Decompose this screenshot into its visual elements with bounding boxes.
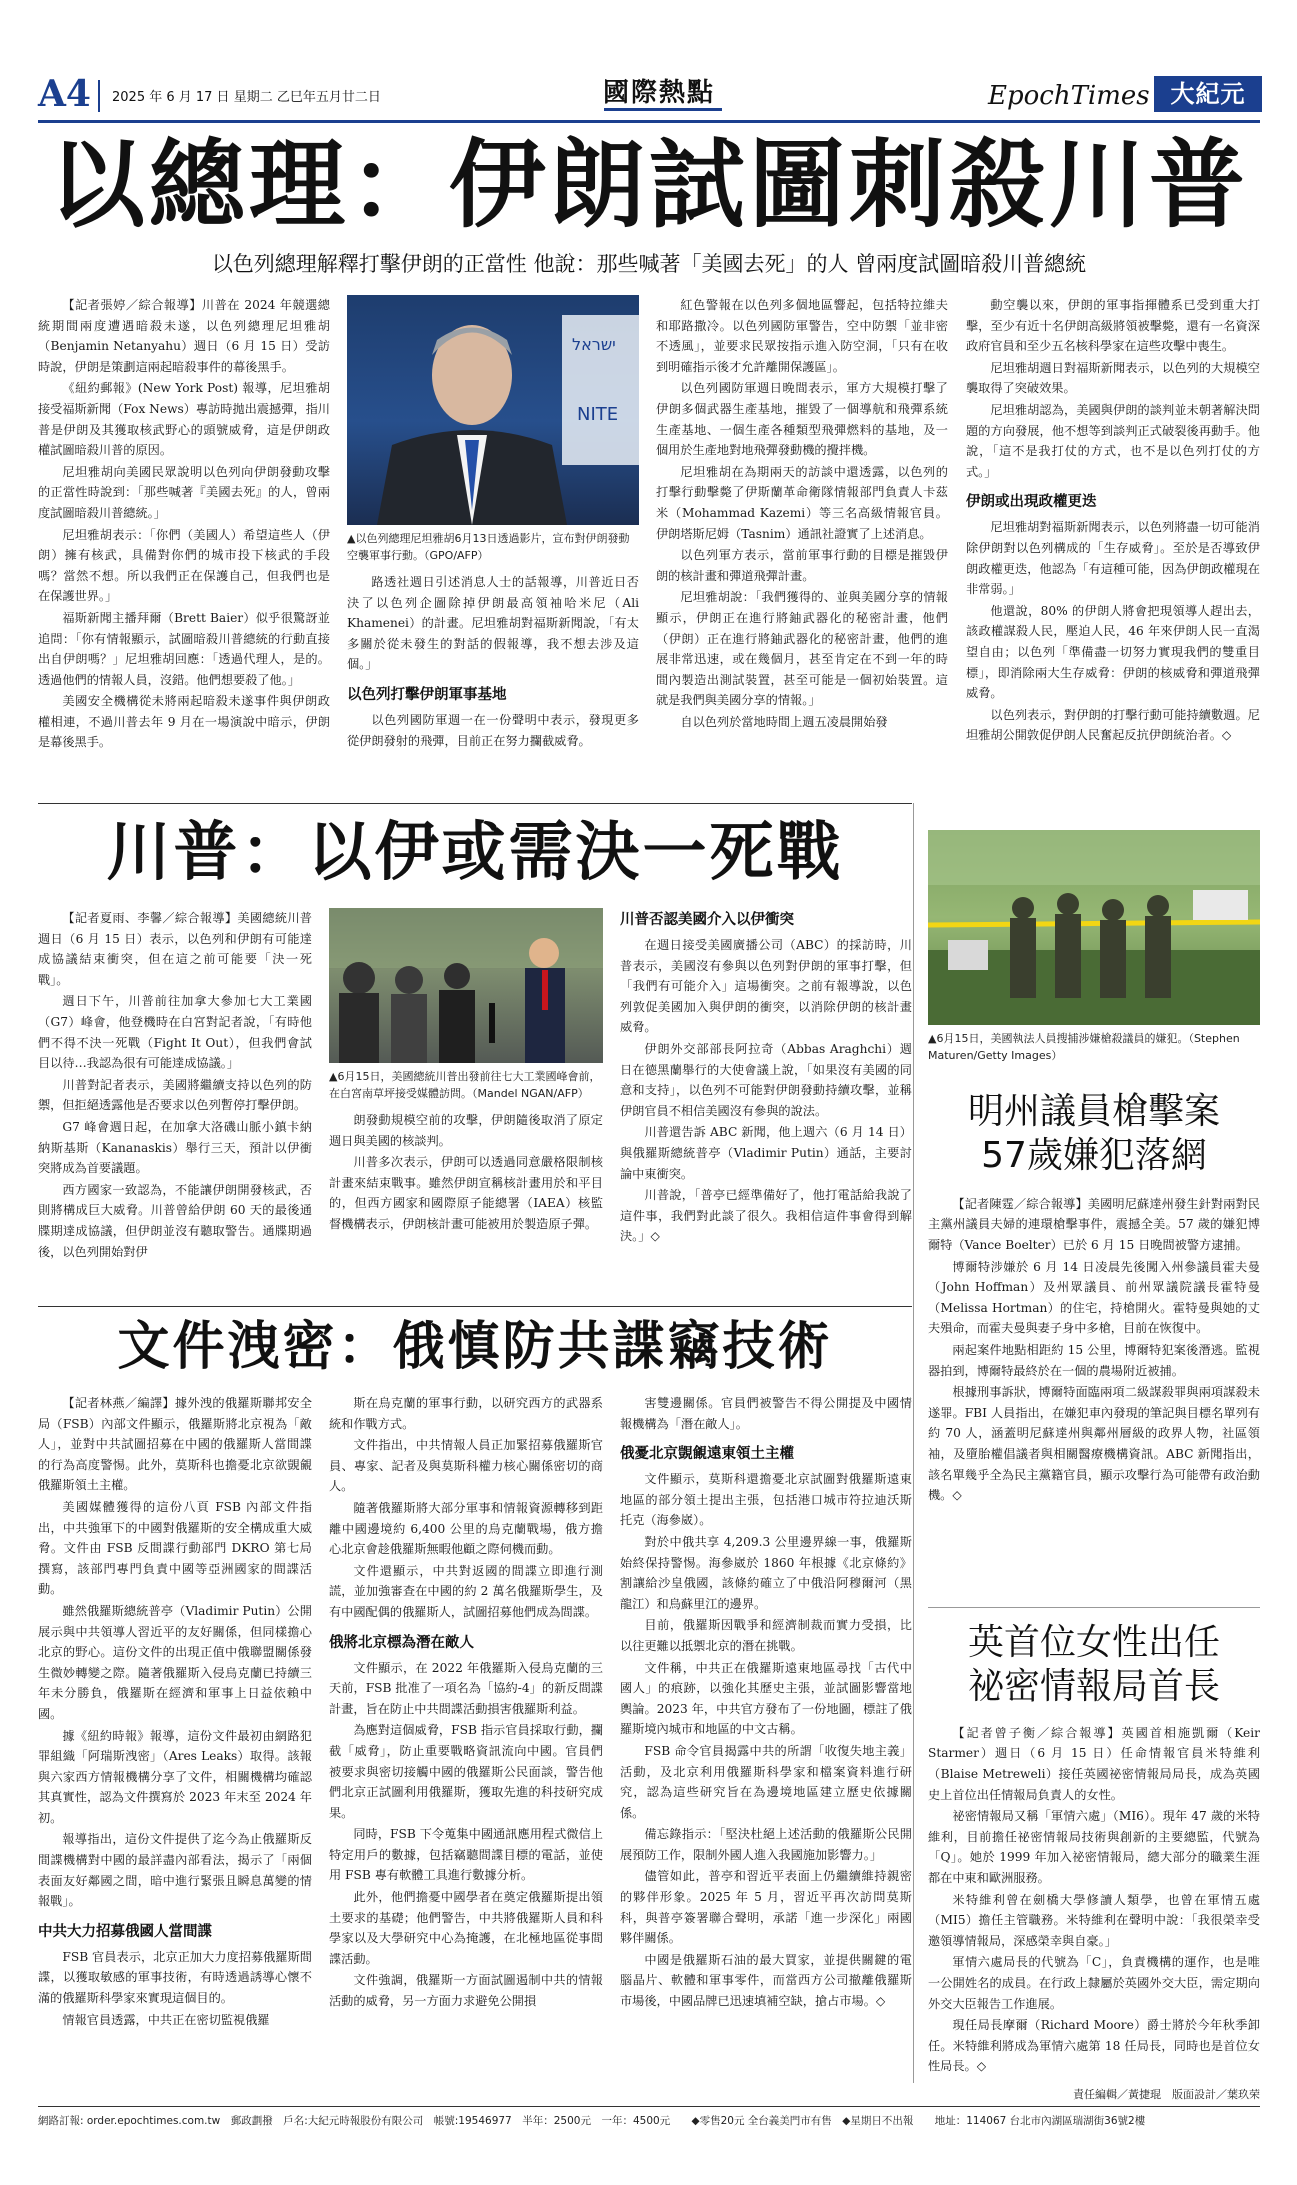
page-divider (98, 80, 100, 112)
story4-paragraph: 斯在烏克蘭的軍事行動，以研究西方的武器系統和作戰方式。 (329, 1396, 603, 1431)
story4-body (38, 1393, 912, 2083)
brand-logo: 大紀元 (1154, 76, 1262, 112)
story1-paragraph: 自以色列於當地時間上週五凌晨開始發 (680, 714, 888, 729)
story1-paragraph: 美國安全機構從未將兩起暗殺未遂事件與伊朗政權相連，不過川普去年 9 月在一場演說中暗示，伊朗是幕後黑手。 (38, 694, 330, 750)
story2-body (38, 908, 912, 1306)
story3-paragraph: 博爾特涉嫌於 6 月 14 日凌晨先後闖入州參議員霍夫曼（John Hoffman）及州眾議員、前州眾議院議長霍特曼（Melissa Hortman）的住宅，持槍開火。霍特曼與她的丈夫殞命，而霍夫曼與妻子身中多槍，目前在恢復中。 (928, 1259, 1260, 1336)
story1-paragraph: 紅色警報在以色列多個地區響起，包括特拉維夫和耶路撒冷。以色列國防軍警告，空中防禦「並非密不透風」，並要求民眾按指示進入防空洞，「只有在收到明確指示後才允許離開保護區」。 (656, 298, 948, 374)
story1-paragraph: 【記者張婷／綜合報導】川普在 2024 年競選總統期間兩度遭遇暗殺未遂，以色列總理尼坦雅胡（Benjamin Netanyahu）週日（6 月 15 日）受訪時說，伊朗是策劃這兩起暗殺事件的幕後黑手。 (38, 298, 330, 374)
minnesota-photo (928, 830, 1260, 1025)
story1-subhead-regime: 伊朗或出現政權更迭 (966, 494, 1097, 511)
story1-col2 (347, 295, 639, 800)
lead-subheadline: 以色列總理解釋打擊伊朗的正當性 他說：那些喊著「美國去死」的人 曾兩度試圖暗殺川普總統 (211, 252, 1087, 276)
story2-paragraph: 在週日接受美國廣播公司（ABC）的採訪時，川普表示，美國沒有參與以色列對伊朗的軍事打擊，但「我們有可能介入」這場衝突。之前有報導說，以色列敦促美國加入與伊朗的衝突，以消除伊朗的核計畫威脅。 (620, 938, 912, 1035)
story2-paragraph: 西方國家一致認為，不能讓伊朗開發核武，否則將構成巨大威脅。川普曾給伊朗 60 天的最後通牒期達成協議，但伊朗並沒有聽取警告。通牒期過後，以色列開始對伊 (38, 1182, 312, 1259)
story2-paragraph: 朗發動規模空前的攻擊，伊朗隨後取消了原定週日與美國的核談判。 (329, 1113, 603, 1148)
story4-paragraph: 目前，俄羅斯因戰爭和經濟制裁而實力受損，比以往更難以抵禦北京的潛在挑戰。 (620, 1618, 912, 1653)
story4-headline: 文件洩密：俄慎防共諜竊技術 (117, 1317, 833, 1377)
section-title: 國際熱點 (603, 78, 716, 108)
story3-paragraph: 根據刑事訴狀，博爾特面臨兩項二級謀殺罪與兩項謀殺未遂罪。FBI 人員指出，在嫌犯車內發現的筆記與目標名單列有約 70 人，涵蓋明尼蘇達州與鄰州層級的政界人物，社區領袖，及墮胎權倡議者與相關醫療機構資訊。ABC 新聞指出，該名單幾乎全為民主黨籍官員，顯示攻擊行為可能帶有政治動機。◇ (928, 1385, 1260, 1503)
lead-headline: 以總理：伊朗試圖刺殺川普 (49, 129, 1249, 241)
section-underline (604, 108, 722, 111)
story5-headline: 英首位女性出任 祕密情報局首長 (967, 1622, 1220, 1707)
story1-col3 (656, 295, 948, 800)
story2-paragraph: 川普多次表示，伊朗可以透過同意嚴格限制核計畫來結束戰事。雖然伊朗宣稱核計畫用於和平目的，但西方國家和國際原子能總署（IAEA）核監督機構表示，伊朗核計畫可能被用於製造原子彈。 (329, 1155, 603, 1231)
story4-paragraph: 為應對這個威脅，FSB 指示官員採取行動，攔截「威脅」，防止重要戰略資訊流向中國。官員們被要求與密切接觸中國的俄羅斯公民面談，警告他們北京正試圖利用俄羅斯，獲取先進的科技研究成果。 (329, 1723, 603, 1820)
story4-paragraph: 儘管如此，普亭和習近平表面上仍繼續維持親密的夥伴形象。2025 年 5 月，習近平再次訪問莫斯科，與普亭簽署聯合聲明，承諾「進一步深化」兩國夥伴關係。 (620, 1869, 912, 1946)
story1-paragraph: 尼坦雅胡表示：「你們（美國人）希望這些人（伊朗）擁有核武，具備對你們的城市投下核武的手段嗎？當然不想。所以我們正在保護自己，但我們也是在保護世界。」 (38, 527, 330, 604)
divider-right (928, 1607, 1260, 1608)
issue-date: 2025 年 6 月 17 日 星期二 乙巳年五月廿二日 (112, 90, 381, 105)
story4-subhead-territory: 俄憂北京覬覦遠東領土主權 (620, 1446, 794, 1463)
story4-subhead-recruit: 中共大力招募俄國人當間諜 (38, 1923, 212, 1940)
footer-retail: ◆零售20元 全台義美門市有售 ◆星期日不出報 (691, 2115, 914, 2127)
story4-paragraph: FSB 命令官員揭露中共的所謂「收復失地主義」活動，及北京利用俄羅斯科學家和檔案資料進行研究，認為這些研究旨在為邊境地區建立歷史依據關係。 (620, 1743, 912, 1820)
story4-paragraph: 文件強調，俄羅斯一方面試圖遏制中共的情報活動的威脅，另一方面力求避免公開損 (329, 1973, 603, 2009)
story1-paragraph: 路透社週日引述消息人士的話報導，川普近日否決了以色列企圖除掉伊朗最高領袖哈米尼（Ali Khamenei）的計畫。尼坦雅胡對福斯新聞說，「有太多關於從未發生的對話的假報導，我不想去涉及這個。」 (347, 575, 639, 672)
story5-paragraph: 米特維利曾在劍橋大學修讀人類學，也曾在軍情五處（MI5）擔任主管職務。米特維利在聲明中說：「我很榮幸受邀領導情報局，深感榮幸與自豪。」 (928, 1892, 1260, 1948)
page-number: A4 (38, 73, 91, 115)
vertical-divider-right (913, 803, 914, 2083)
story2-paragraph: 川普還告訴 ABC 新聞，他上週六（6 月 14 日）與俄羅斯總統普亭（Vladimir Putin）通話，主要討論中東衝突。 (620, 1125, 912, 1181)
story1-paragraph: 尼坦雅胡週日對福斯新聞表示，以色列的大規模空襲取得了突破效果。 (966, 360, 1260, 396)
netanyahu-figure-icon (347, 295, 639, 525)
story4-paragraph: 文件指出，中共情報人員正加緊招募俄羅斯官員、專家、記者及與莫斯科權力核心關係密切的商人。 (329, 1438, 603, 1494)
story1-paragraph: 以色列國防軍週日晚間表示，軍方大規模打擊了伊朗多個武器生產基地，摧毀了一個導航和飛彈系統生產基地、一個生產各種類型飛彈燃料的基地，及一個用於生產地對地飛彈發動機的攪拌機。 (656, 381, 948, 458)
footer (38, 2110, 1260, 2132)
netanyahu-photo (347, 295, 639, 525)
story1-col1 (38, 295, 330, 800)
masthead-rule (38, 120, 1260, 123)
story5-paragraph: 軍情六處局長的代號為「C」，負責機構的運作，也是唯一公開姓名的成員。在行政上隸屬於英國外交大臣，需定期向外交大臣報告工作進展。 (928, 1955, 1260, 2011)
story1-paragraph: 尼坦雅胡對福斯新聞表示，以色列將盡一切可能消除伊朗對以色列構成的「生存威脅」。至於是否導致伊朗政權更迭，他認為「有這種可能，因為伊朗政權現在非常弱。」 (966, 520, 1260, 597)
story4-paragraph: 文件稱，中共正在俄羅斯遠東地區尋找「古代中國人」的痕跡，以強化其歷史主張，並試圖影響當地輿論。2023 年，中共官方發布了一份地圖，標註了俄羅斯境內城市和地區的中文古稱。 (620, 1660, 912, 1737)
story5-paragraph: 祕密情報局又稱「軍情六處」（MI6）。現年 47 歲的米特維利，目前擔任祕密情報局技術與創新的主要總監，代號為「Q」。她於 1999 年加入祕密情報局，總大部分的職業生涯都在中東和歐洲服務。 (928, 1809, 1260, 1885)
story5 (928, 1615, 1260, 2085)
netanyahu-photo-caption: ▲以色列總理尼坦雅胡6月13日透過影片，宣布對伊朗發動空襲軍事行動。（GPO/AFP） (347, 532, 630, 562)
story4-paragraph: 【記者林燕／編譯】據外洩的俄羅斯聯邦安全局（FSB）內部文件顯示，俄羅斯將北京視為「敵人」，並對中共試圖招募在中國的俄羅斯人當間諜的行為高度警惕。此外，莫斯科也擔憂北京欲覬覦俄羅斯領土主權。 (38, 1396, 312, 1493)
story1-paragraph: 《紐約郵報》(New York Post) 報導，尼坦雅胡接受福斯新聞（Fox News）專訪時拋出震撼彈，指川普是伊朗及其獲取核武野心的頭號威脅，這是伊朗政權試圖暗殺川普的原因。 (38, 381, 330, 458)
story1-col4 (966, 295, 1260, 800)
story1-paragraph: 尼坦雅胡認為，美國與伊朗的談判並未朝著解決問題的方向發展，他不想等到談判正式破裂後再動手。他說，「這不是我打仗的方式，也不是以色列打仗的方式。」 (966, 402, 1260, 479)
svg-text:NITE: NITE (577, 404, 619, 425)
story4-paragraph: 據《紐約時報》報導，這份文件最初由網路犯罪組織「阿瑞斯洩密」（Ares Leaks）取得。該報與六家西方情報機構分享了文件，相關機構均確認其真實性，認為文件撰寫於 2023 年末至 2024 年初。 (38, 1728, 312, 1825)
story2-paragraph: 【記者夏雨、李馨／綜合報導】美國總統川普週日（6 月 15 日）表示，以色列和伊朗有可能達成協議結束衝突，但在這之前可能要「決一死戰」。 (38, 911, 312, 987)
story2-paragraph: 伊朗外交部部長阿拉奇（Abbas Araghchi）週日在德黑蘭舉行的大使會議上說，「如果沒有美國的同意和支持」，以色列不可能對伊朗發動持續攻擊，並稱伊朗官員不相信美國沒有參與的說法。 (620, 1041, 912, 1118)
brand-en: EpochTimes (988, 81, 1150, 111)
story2-paragraph: 川普說，「普亭已經準備好了，他打電話給我說了這件事，我們對此談了很久。我相信這件事會得到解決。」◇ (620, 1188, 912, 1244)
story2-paragraph: G7 峰會週日起，在加拿大洛磯山脈小鎮卡納納斯基斯（Kananaskis）舉行三天，預計以伊衝突將成為首要議題。 (38, 1119, 312, 1176)
story4-paragraph: 此外，他們擔憂中國學者在奠定俄羅斯提出領土要求的基礎；他們警告，中共將俄羅斯人員和科學家以及大學研究中心為掩護，在北極地區從事間諜活動。 (329, 1890, 603, 1966)
masthead (38, 72, 1260, 122)
trump-photo-caption: ▲6月15日，美國總統川普出發前往七大工業國峰會前，在白宮南草坪接受媒體訪問。（Mandel NGAN/AFP） (329, 1070, 601, 1100)
story1-paragraph: 尼坦雅胡說：「我們獲得的、並與美國分享的情報顯示，伊朗正在進行將鈾武器化的秘密計畫，他們（伊朗）正在進行將鈾武器化的秘密計畫，他們的進展非常迅速，或在幾個月，甚至肯定在不到一年的時間內製造出測試裝置，甚至可能是一個初始裝置。這就是我們與美國分享的情報。」 (656, 590, 948, 708)
story4-paragraph: 隨著俄羅斯將大部分軍事和情報資源轉移到距離中國邊境約 6,400 公里的烏克蘭戰場，俄方擔心北京會趁俄羅斯無暇他顧之際伺機而動。 (329, 1500, 603, 1557)
story4-subhead-enemy: 俄將北京標為潛在敵人 (329, 1634, 474, 1651)
story2-paragraph: 川普對記者表示，美國將繼續支持以色列的防禦，但拒絕透露他是否要求以色列暫停打擊伊朗。 (38, 1077, 312, 1113)
story4-col1 (38, 1393, 312, 2083)
story1-subhead-strike: 以色列打擊伊朗軍事基地 (347, 686, 507, 703)
divider-1 (38, 803, 912, 804)
story4-paragraph: 情報官員透露，中共正在密切監視俄羅 (62, 2012, 270, 2027)
story4-paragraph: 同時，FSB 下令蒐集中國通訊應用程式微信上特定用戶的數據，包括竊聽間諜目標的電話，並使用 FSB 專有軟體工具進行數據分析。 (329, 1827, 603, 1883)
story4-paragraph: 文件還顯示，中共對返國的間諜立即進行測謊，並加強審查在中國的約 2 萬名俄羅斯學生，及有中國配偶的俄羅斯人，試圖招募他們成為間諜。 (329, 1563, 603, 1619)
svg-text:ישראל: ישראל (572, 335, 616, 354)
story4-col2 (329, 1393, 603, 2083)
footer-address: 地址：114067 台北市內湖區瑞湖街36號2樓 (934, 2115, 1146, 2127)
police-officers-figure-icon (928, 830, 1260, 1025)
story1-paragraph: 尼坦雅胡在為期兩天的訪談中還透露，以色列的打擊行動擊斃了伊斯蘭革命衛隊情報部門負責人卡茲米（Mohammad Kazemi）等三名高級情報官員。伊朗塔斯尼姆（Tasnim）通訊社證實了上述消息。 (656, 464, 948, 541)
story2-subhead: 川普否認美國介入以伊衝突 (620, 912, 794, 928)
minnesota-photo-caption: ▲6月15日，美國執法人員搜捕涉嫌槍殺議員的嫌犯。（Stephen Maturen/Getty Images） (928, 1032, 1240, 1062)
story3 (928, 830, 1260, 1600)
story1-paragraph: 以色列軍方表示，當前軍事行動的目標是摧毀伊朗的核計畫和彈道飛彈計畫。 (656, 548, 948, 583)
story2-col2 (329, 908, 603, 1306)
story4-paragraph: 中國是俄羅斯石油的最大買家，並提供關鍵的電腦晶片、軟體和軍事零件，而當西方公司撤離俄羅斯市場後，中國品牌已迅速填補空缺，搶占市場。◇ (620, 1952, 912, 2009)
credits: 責任編輯／黃捷琨 版面設計／葉玖荣 (1073, 2088, 1260, 2101)
story4-paragraph: 文件顯示，莫斯科還擔憂北京試圖對俄羅斯遠東地區的部分領土提出主張，包括港口城市符拉迪沃斯托克（海參崴）。 (620, 1472, 912, 1528)
story4-paragraph: 備忘錄指示：「堅決杜絕上述活動的俄羅斯公民開展預防工作，限制外國人進入我國施加影響力。」 (620, 1827, 912, 1862)
story3-paragraph: 【記者陳霆／綜合報導】美國明尼蘇達州發生針對兩對民主黨州議員夫婦的連環槍擊事件，震撼全美。57 歲的嫌犯博爾特（Vance Boelter）已於 6 月 15 日晚間被警方逮捕。 (928, 1196, 1260, 1252)
story1-paragraph: 尼坦雅胡向美國民眾說明以色列向伊朗發動攻擊的正當性時說到：「那些喊著『美國去死』的人，曾兩度試圖暗殺川普總統。」 (38, 464, 330, 520)
footer-subscription: 網路訂報: order.epochtimes.com.tw 郵政劃撥 戶名:大紀元時報股份有限公司 帳號:19546977 半年：2500元 一年：4500元 (38, 2115, 671, 2127)
story5-paragraph: 現任局長摩爾（Richard Moore）爵士將於今年秋季卸任。米特維利將成為軍情六處第 18 任局長，同時也是首位女性局長。◇ (928, 2018, 1260, 2074)
story4-col3 (620, 1393, 912, 2083)
story4-paragraph: 報導指出，這份文件提供了迄今為止俄羅斯反間諜機構對中國的最詳盡內部看法，揭示了「兩個表面友好鄰國之間，暗中進行緊張且瞬息萬變的情報戰」。 (38, 1832, 312, 1909)
story5-paragraph: 【記者曾子衡／綜合報導】英國首相施凱爾（Keir Starmer）週日（6 月 15 日）任命情報官員米特維利（Blaise Metreweli）接任英國祕密情報局局長，成為英國史上首位出任情報局負責人的女性。 (928, 1725, 1260, 1802)
footer-rule (38, 2106, 1260, 2107)
story2-paragraph: 週日下午，川普前往加拿大參加七大工業國（G7）峰會，他登機時在白宮對記者說，「有時他們不得不決一死戰（Fight It Out），但我們會試目以待…我認為很有可能達成協議。」 (38, 994, 312, 1071)
story4-paragraph: 對於中俄共享 4,209.3 公里邊界線一事，俄羅斯始終保持警惕。海參崴於 1860 年根據《北京條約》割讓給沙皇俄國，該條約確立了中俄沿阿穆爾河（黑龍江）和烏蘇里江的邊界。 (620, 1534, 912, 1611)
story4-paragraph: 美國媒體獲得的這份八頁 FSB 內部文件指出，中共強軍下的中國對俄羅斯的安全構成重大威脅。文件由 FSB 反間諜行動部門 DKRO 第七局撰寫，該部門專門負責中國等亞洲國家的間諜活動。 (38, 1499, 312, 1597)
story1-paragraph: 動空襲以來，伊朗的軍事指揮體系已受到重大打擊，至少有近十名伊朗高級將領被擊斃，還有一名資深政府官員和至少五名核科學家在這些攻擊中喪生。 (966, 298, 1260, 354)
story1-paragraph: 以色列國防軍週一在一份聲明中表示，發現更多從伊朗發射的飛彈，目前正在努力攔截威脅。 (347, 712, 639, 748)
story4-paragraph: 雖然俄羅斯總統普亭（Vladimir Putin）公開展示與中共領導人習近平的友好關係，但同樣擔心北京的野心。這份文件的出現正值中俄聯盟關係發生微妙轉變之際。隨著俄羅斯入侵烏克蘭已持續三年未分勝負，俄羅斯在經濟和軍事上日益依賴中國。 (38, 1603, 312, 1721)
story4-paragraph: FSB 官員表示，北京正加大力度招募俄羅斯間諜，以獲取敏感的軍事技術，有時透過誘導心懷不滿的俄羅斯科學家來實現這個目的。 (38, 1949, 312, 2006)
story4-paragraph: 文件顯示，在 2022 年俄羅斯入侵烏克蘭的三天前，FSB 批准了一項名為「協約-4」的新反間諜計畫，旨在防止中共間諜活動損害俄羅斯利益。 (329, 1660, 603, 1716)
story3-headline: 明州議員槍擊案 57歲嫌犯落網 (967, 1091, 1220, 1176)
story1-body (38, 295, 1260, 800)
divider-2 (38, 1306, 912, 1307)
story2-col1 (38, 908, 312, 1306)
story4-paragraph: 害雙邊關係。官員們被警告不得公開提及中國情報機構為「潛在敵人」。 (620, 1396, 912, 1431)
trump-photo (329, 908, 603, 1063)
story1-paragraph: 他還說，80% 的伊朗人將會把現領導人趕出去，該政權謀殺人民，壓迫人民，46 年來伊朗人民一直渴望自由；以色列「準備盡一切努力實現我們的雙重目標」，即消除兩大生存威脅：伊朗的核威脅和彈道飛彈威脅。 (966, 603, 1260, 701)
story1-paragraph: 福斯新聞主播拜爾（Brett Baier）似乎很驚訝並追問：「你有情報顯示，試圖暗殺川普總統的行動直接出自伊朗嗎？」尼坦雅胡回應：「透過代理人，是的。透過他們的情報人員，沒錯。他們想要殺了他。」 (38, 610, 330, 687)
story2-headline: 川普：以伊或需決一死戰 (106, 816, 844, 890)
story2-col3 (620, 908, 912, 1306)
story3-paragraph: 兩起案件地點相距約 15 公里，博爾特犯案後潛逃。監視器拍到，博爾特最終於在一個的農場附近被捕。 (928, 1342, 1260, 1378)
story1-paragraph: 以色列表示，對伊朗的打擊行動可能持續數週。尼坦雅胡公開敦促伊朗人民奮起反抗伊朗統治者。◇ (966, 707, 1260, 743)
trump-press-figure-icon (329, 908, 603, 1063)
